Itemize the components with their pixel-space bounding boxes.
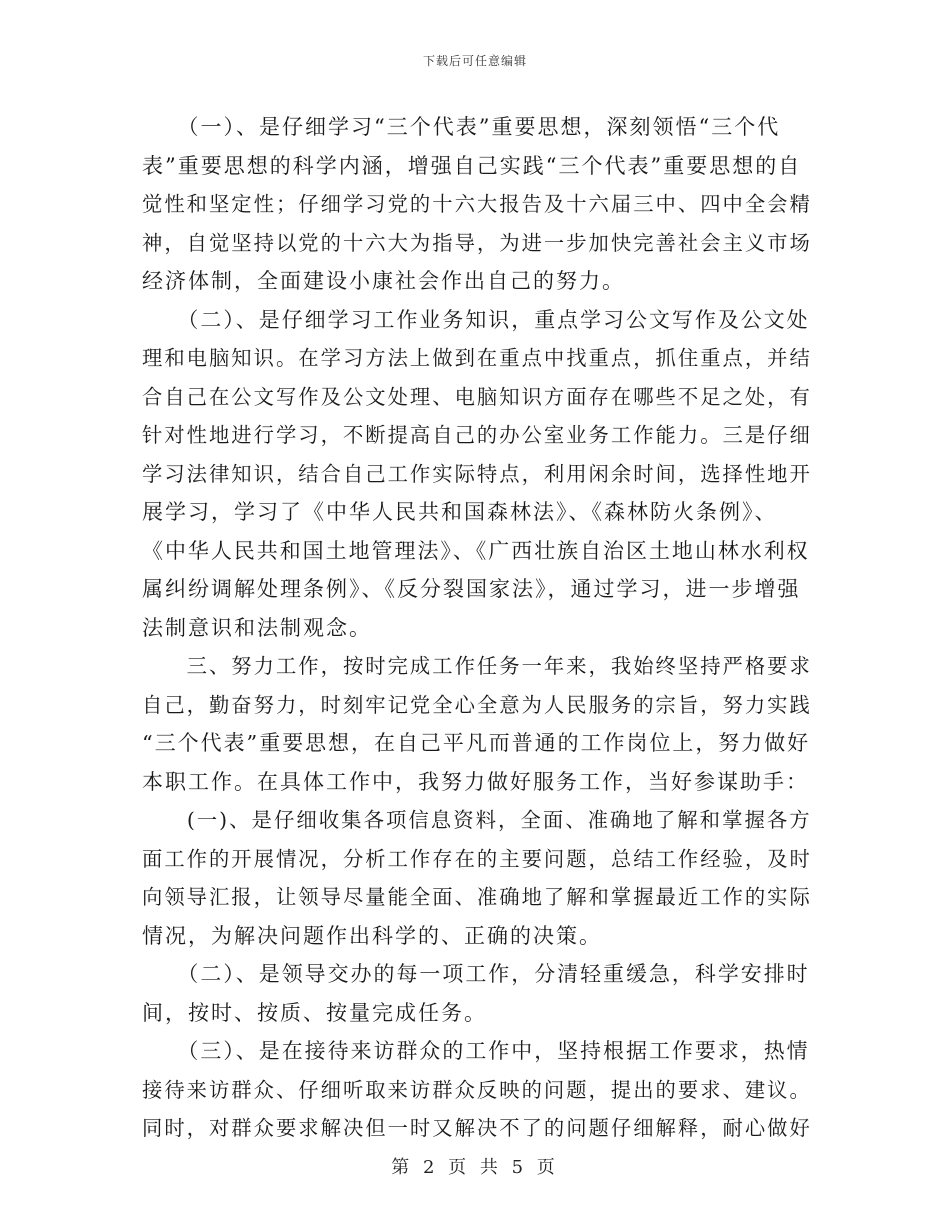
text-line: 展学习，学习了《中华人民共和国森林法》、《森林防火条例》、 xyxy=(142,500,778,524)
text-line: 本职工作。在具体工作中，我努力做好服务工作，当好参谋助手： xyxy=(142,769,809,794)
text-line: 面工作的开展情况，分析工作存在的主要问题，总结工作经验，及时 xyxy=(142,846,812,871)
text-line: 理和电脑知识。在学习方法上做到在重点中找重点，抓住重点，并结 xyxy=(142,346,812,370)
text-line: 三、努力工作，按时完成工作任务一年来，我始终坚持严格要求 xyxy=(142,654,812,678)
text-line: 间，按时、按质、按量完成任务。 xyxy=(142,1000,487,1025)
text-line: “三个代表”重要思想，在自己平凡而普通的工作岗位上，努力做好 xyxy=(142,731,811,755)
text-line: 合自己在公文写作及公文处理、电脑知识方面存在哪些不足之处，有 xyxy=(142,384,812,409)
document-body xyxy=(142,108,810,1148)
text-line: （二）、是领导交办的每一项工作，分清轻重缓急，科学安排时 xyxy=(142,962,810,986)
text-line: 情况，为解决问题作出科学的、正确的决策。 xyxy=(142,923,602,948)
text-line: （一）、是仔细学习“三个代表”重要思想，深刻领悟“三个代 xyxy=(142,115,781,139)
paragraph-4 xyxy=(142,801,810,955)
paragraph-2 xyxy=(142,301,810,648)
text-line: 针对性地进行学习，不断提高自己的办公室业务工作能力。三是仔细 xyxy=(142,423,812,447)
text-line: 向领导汇报，让领导尽量能全面、准确地了解和掌握最近工作的实际 xyxy=(142,885,812,909)
text-line: 表”重要思想的科学内涵，增强自己实践“三个代表”重要思想的自 xyxy=(142,153,802,178)
text-line: 觉性和坚定性；仔细学习党的十六大报告及十六届三中、四中全会精 xyxy=(142,192,812,216)
text-line: （三）、是在接待来访群众的工作中，坚持根据工作要求，热情 xyxy=(142,1039,810,1063)
text-line: 同时，对群众要求解决但一时又解决不了的问题仔细解释，耐心做好 xyxy=(142,1116,812,1140)
text-line: 学习法律知识，结合自己工作实际特点，利用闲余时间，选择性地开 xyxy=(142,461,812,486)
paragraph-3 xyxy=(142,647,810,801)
text-line: 法制意识和法制观念。 xyxy=(142,615,372,640)
text-line: （二）、是仔细学习工作业务知识，重点学习公文写作及公文处 xyxy=(142,307,810,332)
text-line: (一)、是仔细收集各项信息资料，全面、准确地了解和掌握各方 xyxy=(142,808,812,832)
paragraph-6 xyxy=(142,1032,810,1148)
paragraph-5 xyxy=(142,955,810,1032)
text-line: 经济体制，全面建设小康社会作出自己的努力。 xyxy=(142,269,625,293)
paragraph-1 xyxy=(142,108,810,301)
text-line: 神，自觉坚持以党的十六大为指导，为进一步加快完善社会主义市场 xyxy=(142,230,812,255)
text-line: 自己，勤奋努力，时刻牢记党全心全意为人民服务的宗旨，努力实践 xyxy=(142,692,812,717)
text-line: 接待来访群众、仔细听取来访群众反映的问题，提出的要求、建议。 xyxy=(142,1077,812,1102)
page-header-note: 下载后可任意编辑 xyxy=(422,54,527,68)
text-line: 《中华人民共和国土地管理法》、《广西壮族自治区土地山林水利权 xyxy=(142,538,810,563)
page-number-footer: 第 2 页 共 5 页 xyxy=(391,1157,559,1178)
text-line: 属纠纷调解处理条例》、《反分裂国家法》，通过学习，进一步增强 xyxy=(142,577,801,601)
